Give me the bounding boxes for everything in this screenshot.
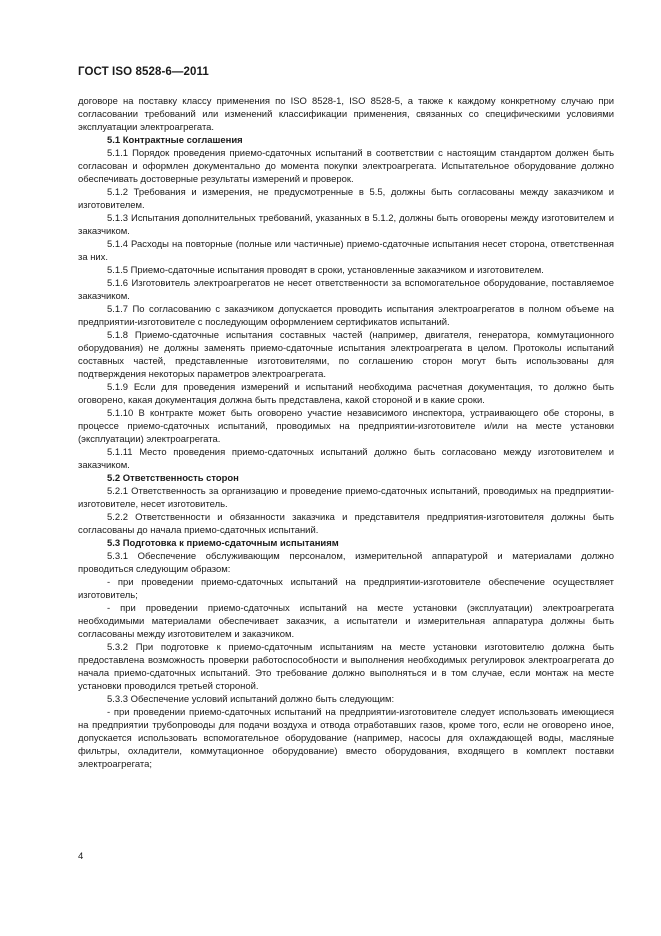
paragraph: 5.3.2 При подготовке к приемо-сдаточным испытаниям на месте установки изготовителю должна быть предоставлена возможность проверки работоспособности и выполнения необходимых регулировок электроагрегата до начала приемо-сдаточных испытаний. Это требование должно выполняться и в том случае, если монтаж на месте установки проводился третьей стороной.: [78, 642, 614, 692]
paragraph: 5.1.3 Испытания дополнительных требований, указанных в 5.1.2, должны быть оговорены между изготовителем и заказчиком.: [78, 213, 614, 237]
paragraph: 5.1.1 Порядок проведения приемо-сдаточных испытаний в соответствии с настоящим стандартом должен быть согласован и оформлен документально до момента покупки электроагрегата. Испытательное оборудование должно обеспечивать достоверные результаты измерений и проверок.: [78, 148, 614, 185]
paragraph: 5.1.9 Если для проведения измерений и испытаний необходима расчетная документация, то должно быть оговорено, какая документация должна быть представлена, какой стороной и в какие сроки.: [78, 382, 614, 406]
paragraph: 5.1.5 Приемо-сдаточные испытания проводят в сроки, установленные заказчиком и изготовителем.: [107, 265, 544, 276]
paragraph: 5.3.3 Обеспечение условий испытаний должно быть следующим:: [107, 694, 395, 705]
paragraph: 5.2.2 Ответственности и обязанности заказчика и представителя предприятия-изготовителя должны быть согласованы до начала приемо-сдаточных испытаний.: [78, 512, 614, 536]
section-heading: 5.1 Контрактные соглашения: [107, 135, 243, 146]
document-body: [78, 95, 614, 771]
paragraph: 5.3.1 Обеспечение обслуживающим персоналом, измерительной аппаратурой и материалами должно проводиться следующим образом:: [78, 551, 614, 575]
paragraph: - при проведении приемо-сдаточных испытаний на месте установки (эксплуатации) электроагрегата необходимыми материалами обеспечивает заказчик, а испытатели и измерительная аппаратура должны быть согласованы между изготовителем и заказчиком.: [78, 603, 614, 640]
paragraph: 5.1.6 Изготовитель электроагрегатов не несет ответственности за вспомогательное оборудование, поставляемое заказчиком.: [78, 278, 614, 302]
paragraph: 5.2.1 Ответственность за организацию и проведение приемо-сдаточных испытаний, проводимых на предприятии-изготовителе, несет изготовитель.: [78, 486, 614, 510]
paragraph: 5.1.8 Приемо-сдаточные испытания составных частей (например, двигателя, генератора, коммутационного оборудования) не должны заменять приемо-сдаточные испытания электроагрегата в целом. Протоколы испытаний составных частей, представленные изготовителями, по соглашению сторон могут быть использованы для подтверждения некоторых параметров электроагрегата.: [78, 330, 614, 380]
paragraph: 5.1.2 Требования и измерения, не предусмотренные в 5.5, должны быть согласованы между заказчиком и изготовителем.: [78, 187, 614, 211]
paragraph: 5.1.11 Место проведения приемо-сдаточных испытаний должно быть согласовано между изготовителем и заказчиком.: [78, 447, 614, 471]
paragraph: договоре на поставку классу применения по ISO 8528-1, ISO 8528-5, а также к каждому конкретному случаю при согласовании требований или изменений классификации применения, связанных со специфическими условиями эксплуатации электроагрегата.: [78, 96, 614, 133]
paragraph: 5.1.10 В контракте может быть оговорено участие независимого инспектора, устраивающего обе стороны, в процессе приемо-сдаточных испытаний, проводимых на предприятии-изготовителе и/или на месте установки (эксплуатации) электроагрегата.: [78, 408, 614, 445]
page-number: 4: [78, 851, 84, 862]
paragraph: 5.1.4 Расходы на повторные (полные или частичные) приемо-сдаточные испытания несет сторона, ответственная за них.: [78, 239, 614, 263]
paragraph: 5.1.7 По согласованию с заказчиком допускается проводить испытания электроагрегатов в полном объеме на предприятии-изготовителе с последующим оформлением сертификатов испытаний.: [78, 304, 614, 328]
paragraph: - при проведении приемо-сдаточных испытаний на предприятии-изготовителе следует использовать имеющиеся на предприятии трубопроводы для подачи воздуха и отвода отработавших газов, кроме того, если не оговорено иное, допускается использовать вспомогательное оборудование (например, насосы для охлаждающей воды, масляные фильтры, охладители, коммутационное оборудование) вместо оборудования, входящего в комплект поставки электроагрегата;: [78, 707, 614, 770]
section-heading: 5.3 Подготовка к приемо-сдаточным испытаниям: [107, 538, 339, 549]
paragraph: - при проведении приемо-сдаточных испытаний на предприятии-изготовителе обеспечение осуществляет изготовитель;: [78, 577, 614, 601]
section-heading: 5.2 Ответственность сторон: [107, 473, 239, 484]
document-header: ГОСТ ISO 8528-6—2011: [78, 66, 209, 78]
